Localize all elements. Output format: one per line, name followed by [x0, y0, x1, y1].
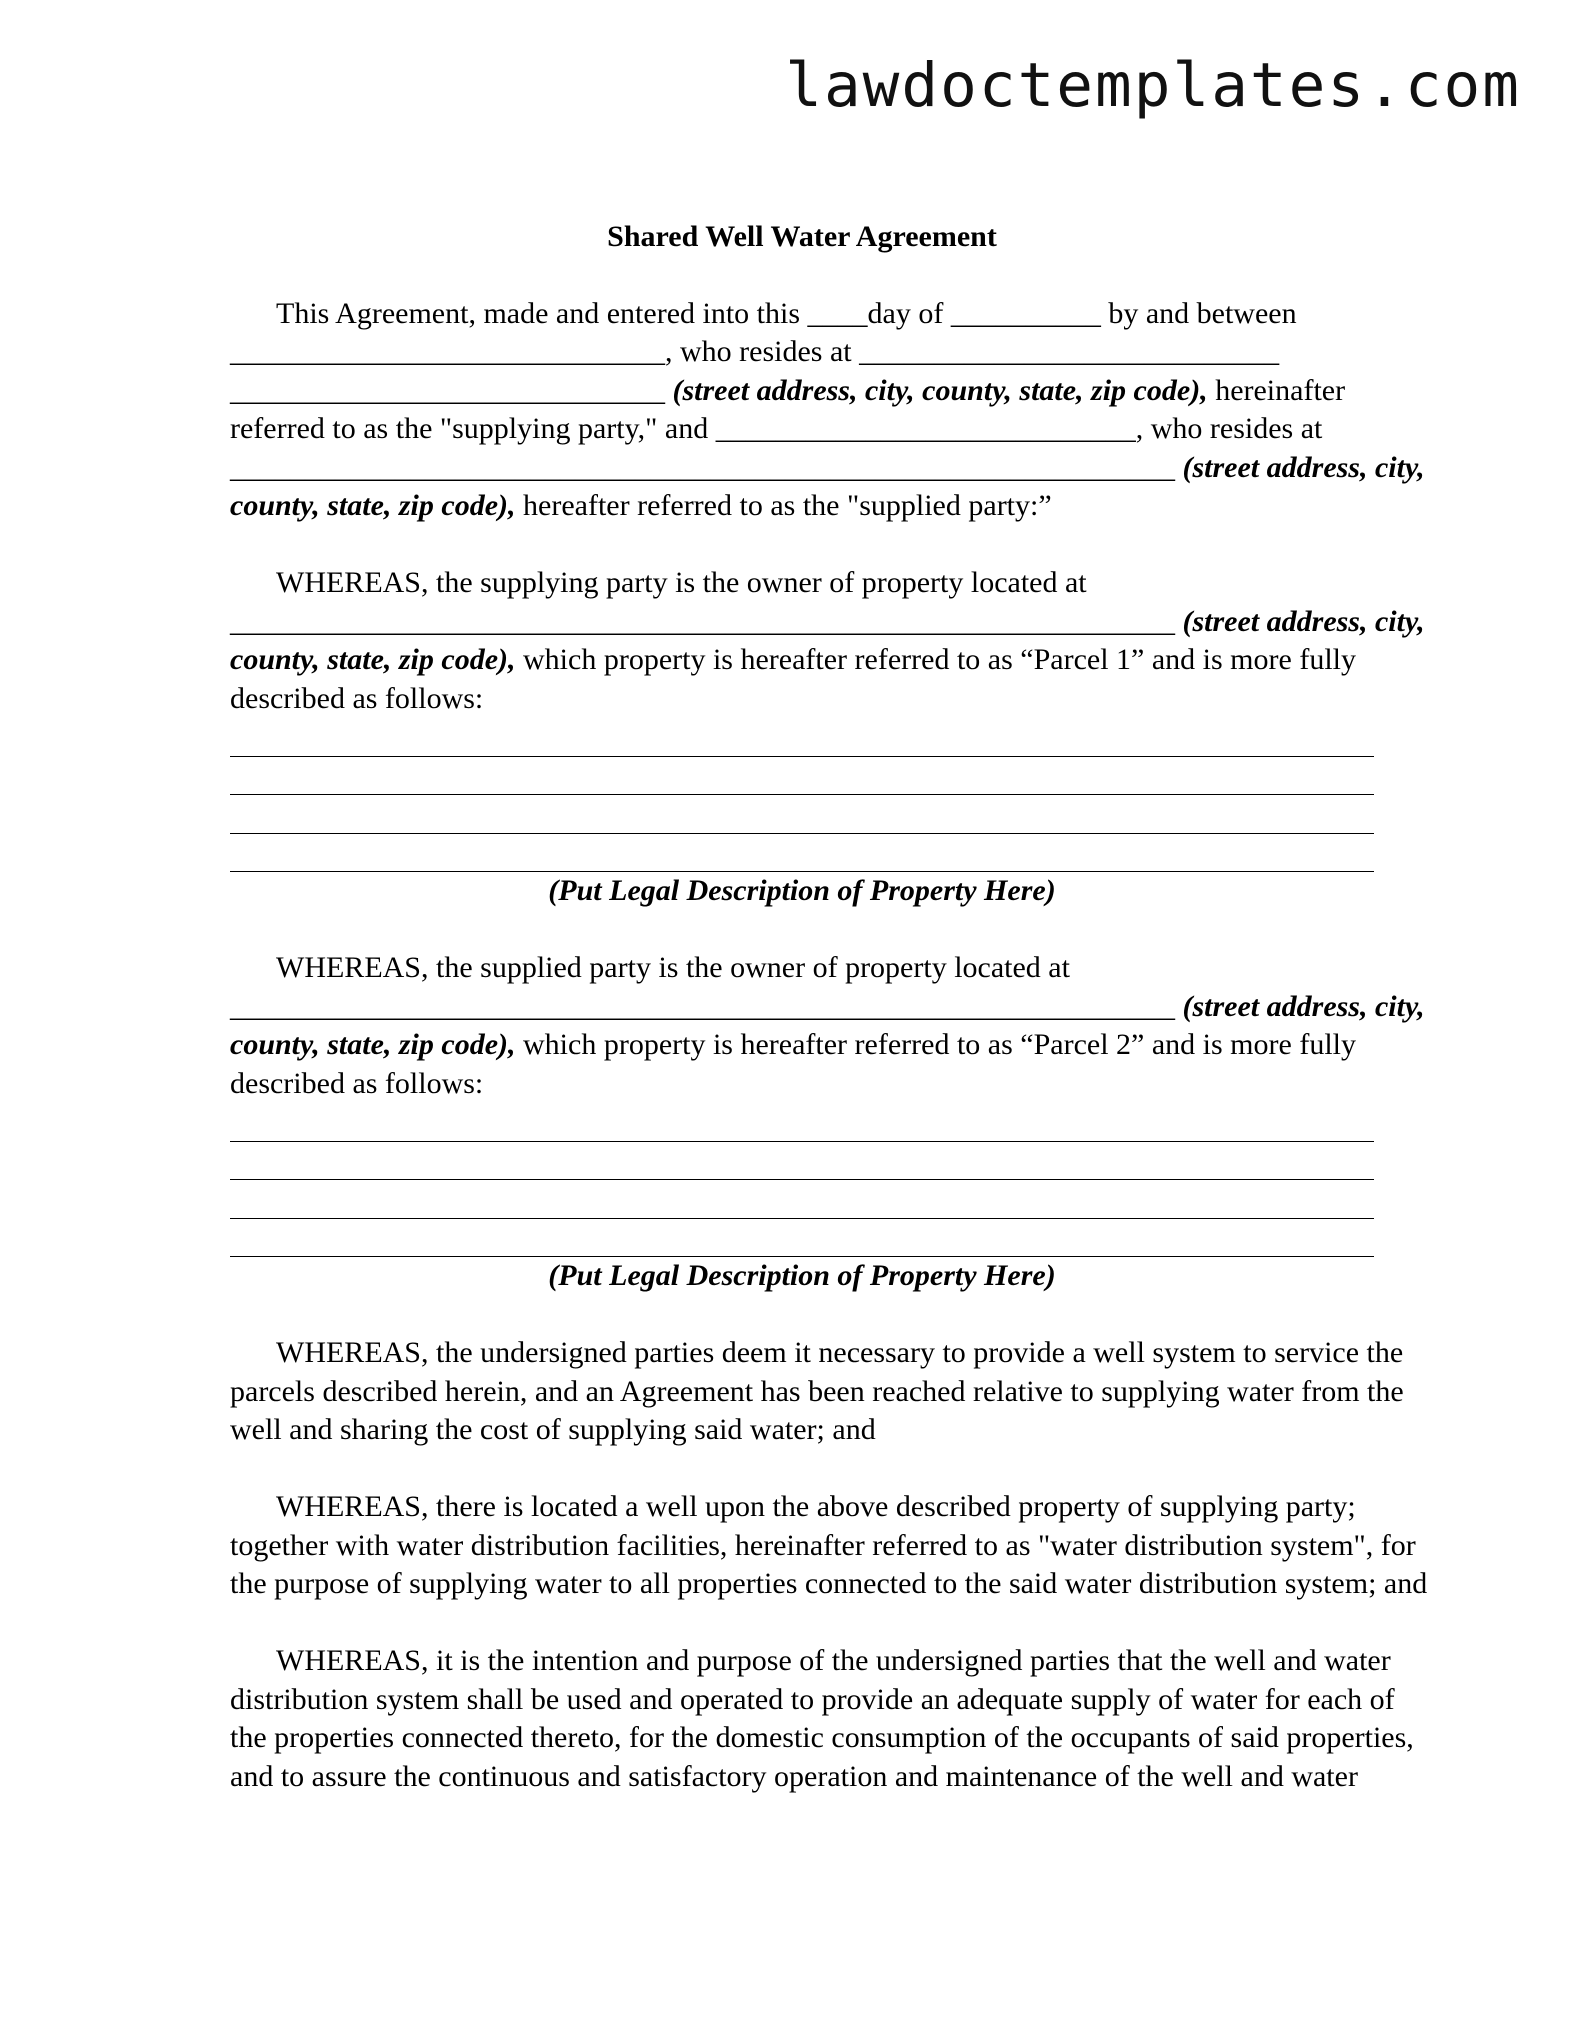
intro-line-3-italic: (street address, city, county, state, zip code),	[672, 373, 1208, 407]
intro-line-6-tail: hereafter referred to as the "supplied party:”	[515, 489, 1052, 522]
whereas2-line-3-italic: county, state, zip code),	[230, 1028, 516, 1061]
whereas-necessity	[230, 1334, 1404, 1450]
intro-line-4: referred to as the "supplying party," and ____________________________, who resides at	[230, 412, 1323, 445]
whereas2-line-1: WHEREAS, the supplied party is the owner of property located at	[276, 951, 1070, 984]
legal-description-label-1: (Put Legal Description of Property Here)	[548, 874, 1056, 907]
blank-line	[230, 1103, 1374, 1142]
legal-description-lines-1	[230, 718, 1374, 872]
intro-line-1: This Agreement, made and entered into this ____day of __________ by and between	[276, 296, 1297, 330]
intro-line-3-tail: hereinafter	[1207, 373, 1346, 407]
whereas5-line-3: the properties connected thereto, for the domestic consumption of the occupants of said properties,	[230, 1721, 1414, 1754]
whereas4-line-1: WHEREAS, there is located a well upon the above described property of supplying party;	[276, 1490, 1356, 1523]
whereas2-line-4: described as follows:	[230, 1066, 484, 1100]
intro-line-3-blank: _____________________________	[230, 373, 673, 407]
site-watermark: lawdoctemplates.com	[785, 50, 1521, 121]
whereas4-line-3: the purpose of supplying water to all properties connected to the said water distribution system; and	[230, 1567, 1428, 1600]
whereas1-line-4: described as follows:	[230, 681, 484, 715]
whereas5-line-1: WHEREAS, it is the intention and purpose of the undersigned parties that the well and water	[276, 1644, 1391, 1677]
whereas3-line-2: parcels described herein, and an Agreement has been reached relative to supplying water from the	[230, 1374, 1404, 1408]
blank-line	[230, 757, 1374, 796]
whereas5-line-4: and to assure the continuous and satisfactory operation and maintenance of the well and water	[230, 1759, 1358, 1793]
whereas1-line-2-blank: _______________________________________________________________	[230, 604, 1183, 638]
whereas5-line-2: distribution system shall be used and operated to provide an adequate supply of water for each of	[230, 1682, 1395, 1716]
whereas-intention	[230, 1642, 1414, 1796]
whereas-well-location	[230, 1488, 1428, 1604]
whereas2-line-2-blank: _______________________________________________________________	[230, 989, 1183, 1023]
intro-line-5-italic: (street address, city,	[1182, 450, 1425, 484]
blank-line	[230, 834, 1374, 873]
whereas1-line-3-tail: which property is hereafter referred to as “Parcel 1” and is more fully	[515, 643, 1356, 676]
whereas1-line-1: WHEREAS, the supplying party is the owner of property located at	[276, 566, 1087, 599]
whereas3-line-1: WHEREAS, the undersigned parties deem it necessary to provide a well system to service the	[276, 1336, 1404, 1369]
blank-line	[230, 1180, 1374, 1219]
whereas1-line-2-italic: (street address, city,	[1182, 604, 1425, 638]
intro-paragraph	[230, 295, 1425, 526]
blank-line	[230, 718, 1374, 757]
intro-line-2: _____________________________, who resides at ____________________________	[230, 335, 1280, 368]
document-title: Shared Well Water Agreement	[607, 220, 997, 253]
whereas4-line-2: together with water distribution facilities, hereinafter referred to as "water distribution system", for	[230, 1528, 1416, 1562]
document-page	[230, 218, 1428, 1796]
whereas-parcel-2	[230, 949, 1425, 1103]
whereas3-line-3: well and sharing the cost of supplying said water; and	[230, 1413, 876, 1446]
whereas2-line-3-tail: which property is hereafter referred to as “Parcel 2” and is more fully	[515, 1028, 1356, 1061]
whereas1-line-3-italic: county, state, zip code),	[230, 643, 516, 676]
whereas-parcel-1	[230, 564, 1425, 718]
blank-line	[230, 1219, 1374, 1258]
blank-line	[230, 795, 1374, 834]
legal-description-label-2: (Put Legal Description of Property Here)	[548, 1259, 1056, 1292]
whereas2-line-2-italic: (street address, city,	[1182, 989, 1425, 1023]
blank-line	[230, 1142, 1374, 1181]
legal-description-lines-2	[230, 1103, 1374, 1257]
intro-line-6-italic: county, state, zip code),	[230, 489, 516, 522]
intro-line-5-blank: _______________________________________________________________	[230, 450, 1183, 484]
